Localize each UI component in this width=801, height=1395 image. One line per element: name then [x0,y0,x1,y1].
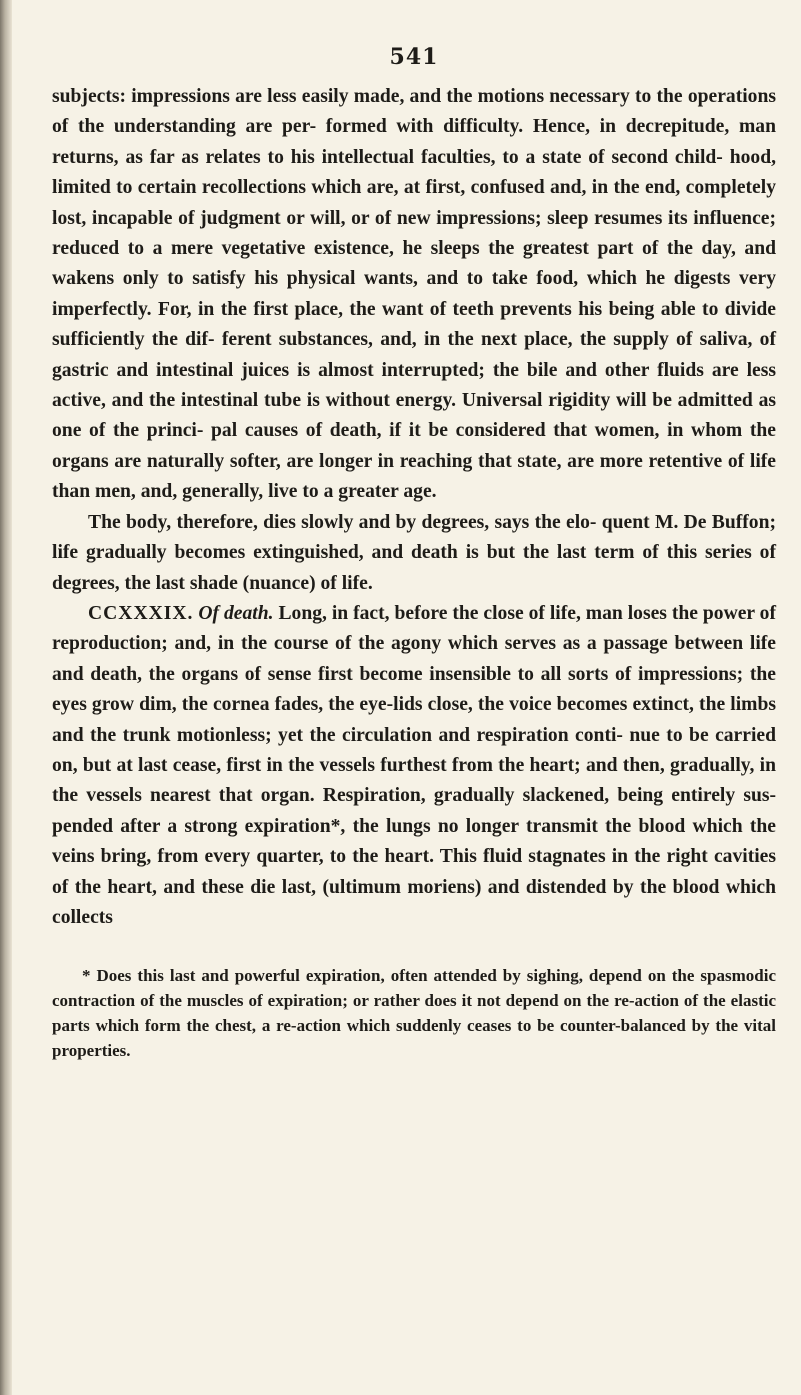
book-page [52,44,776,1063]
section-text: Long, in fact, before the close of life, man loses the power of reproduction; and, in the course of the agony which serves as a passage between life and death, the organs of sense first become insensible to all sorts of impressions; the eyes grow dim, the cornea fades, the eye-lids close, the voice becomes extinct, the limbs and the trunk motionless; yet the circulation and respiration conti- nue to be carried on, but at last cease, first in the vessels furthest from the heart; and then, gradually, in the vessels nearest that organ. Respiration, gradually slackened, being entirely sus- pended after a strong expiration*, the lungs no longer transmit the blood which the veins bring, from every quarter, to the heart. This fluid stagnates in the right cavities of the heart, and these die last, (ultimum moriens) and distended by the blood which collects [52,602,777,928]
footnote: * Does this last and powerful expiration, often attended by sighing, depend on the spasmodic contraction of the muscles of expiration; or rather does it not depend on the re-action of the elastic parts which form the chest, a re-action which suddenly ceases to be counter-balanced by the vital properties. [52,966,776,1061]
paragraph-buffon-quote: The body, therefore, dies slowly and by degrees, says the elo- quent M. De Buffon; life gradually becomes extinguished, and death is but the last term of this series of degrees, the last shade (nuance) of life. [52,511,776,594]
section-title: Of death. [198,602,274,624]
book-binding-edge [0,0,12,1395]
page-number: 541 [389,44,439,70]
paragraph-continued: subjects: impressions are less easily made, and the motions necessary to the operations of the understanding are per- formed with difficulty. Hence, in decrepitude, man returns, as far as relates to his intellectual faculties, to a state of second child- hood, limited to certain recollections which are, at first, confused and, in the end, completely lost, incapable of judgment or will, or of new impressions; sleep resumes its influence; reduced to a mere vegetative existence, he sleeps the greatest part of the day, and wakens only to satisfy his physical wants, and to take food, which he digests very imperfectly. For, in the first place, the want of teeth prevents his being able to divide sufficiently the dif- ferent substances, and, in the next place, the supply of saliva, of gastric and intestinal juices is almost interrupted; the bile and other fluids are less active, and the intestinal tube is without energy. Universal rigidity will be admitted as one of the princi- pal causes of death, if it be considered that women, in whom the organs are naturally softer, are longer in reaching that state, are more retentive of life than men, and, generally, live to a greater age. [52,86,776,503]
body-text [52,82,776,933]
section-death [52,599,776,933]
section-number: CCXXXIX. [88,602,194,624]
